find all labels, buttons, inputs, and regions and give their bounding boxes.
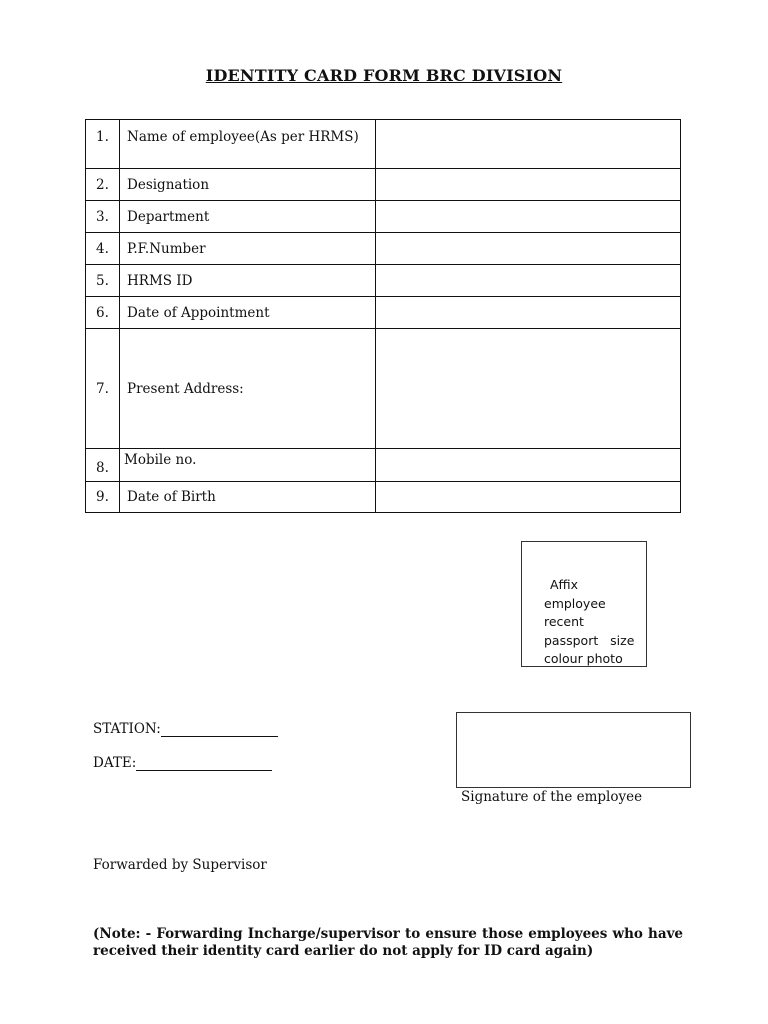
forwarded-by-label: Forwarded by Supervisor [93, 857, 267, 873]
row-number: 3. [86, 201, 120, 233]
table-row [86, 120, 681, 169]
photo-instruction-line: Affix [550, 577, 579, 592]
row-number: 4. [86, 233, 120, 265]
row-label: Department [120, 201, 376, 233]
table-row [86, 482, 681, 513]
date-of-appointment-field[interactable] [376, 297, 681, 329]
date-field [93, 755, 272, 771]
table-row [86, 169, 681, 201]
row-number: 7. [86, 329, 120, 449]
station-field [93, 721, 278, 737]
table-row [86, 449, 681, 482]
row-number: 5. [86, 265, 120, 297]
note-text: (Note: - Forwarding Incharge/supervisor to ensure those employees who have received their identity card earlier do not apply for ID card again) [93, 926, 683, 959]
station-label: STATION: [93, 721, 161, 737]
date-input-line[interactable] [136, 756, 272, 771]
photo-instruction-line: passport size [544, 632, 635, 648]
photo-instruction-line: colour photo [544, 651, 623, 666]
station-input-line[interactable] [161, 722, 278, 737]
date-label: DATE: [93, 755, 137, 771]
table-row [86, 297, 681, 329]
present-address-field[interactable] [376, 329, 681, 449]
row-label: Mobile no. [120, 449, 376, 482]
row-number: 2. [86, 169, 120, 201]
employee-name-field[interactable] [376, 120, 681, 169]
row-label: Name of employee(As per HRMS) [120, 120, 376, 169]
hrms-id-field[interactable] [376, 265, 681, 297]
row-label: Date of Appointment [120, 297, 376, 329]
row-label: Designation [120, 169, 376, 201]
employee-details-table [85, 119, 681, 513]
signature-box[interactable] [456, 712, 691, 788]
table-row [86, 233, 681, 265]
signature-label: Signature of the employee [461, 789, 643, 805]
row-label: Date of Birth [120, 482, 376, 513]
pf-number-field[interactable] [376, 233, 681, 265]
form-title: IDENTITY CARD FORM BRC DIVISION [205, 66, 563, 85]
date-of-birth-field[interactable] [376, 482, 681, 513]
designation-field[interactable] [376, 169, 681, 201]
table-row [86, 201, 681, 233]
row-number: 1. [86, 120, 120, 169]
mobile-number-field[interactable] [376, 449, 681, 482]
photo-instruction-line: employee [544, 595, 606, 611]
photo-box [521, 541, 647, 667]
table-row [86, 329, 681, 449]
department-field[interactable] [376, 201, 681, 233]
table-row [86, 265, 681, 297]
row-number: 9. [86, 482, 120, 513]
row-label: Present Address: [120, 329, 376, 449]
row-number: 6. [86, 297, 120, 329]
row-number: 8. [86, 449, 120, 482]
photo-instruction-line: recent [544, 614, 584, 629]
row-label: P.F.Number [120, 233, 376, 265]
row-label: HRMS ID [120, 265, 376, 297]
